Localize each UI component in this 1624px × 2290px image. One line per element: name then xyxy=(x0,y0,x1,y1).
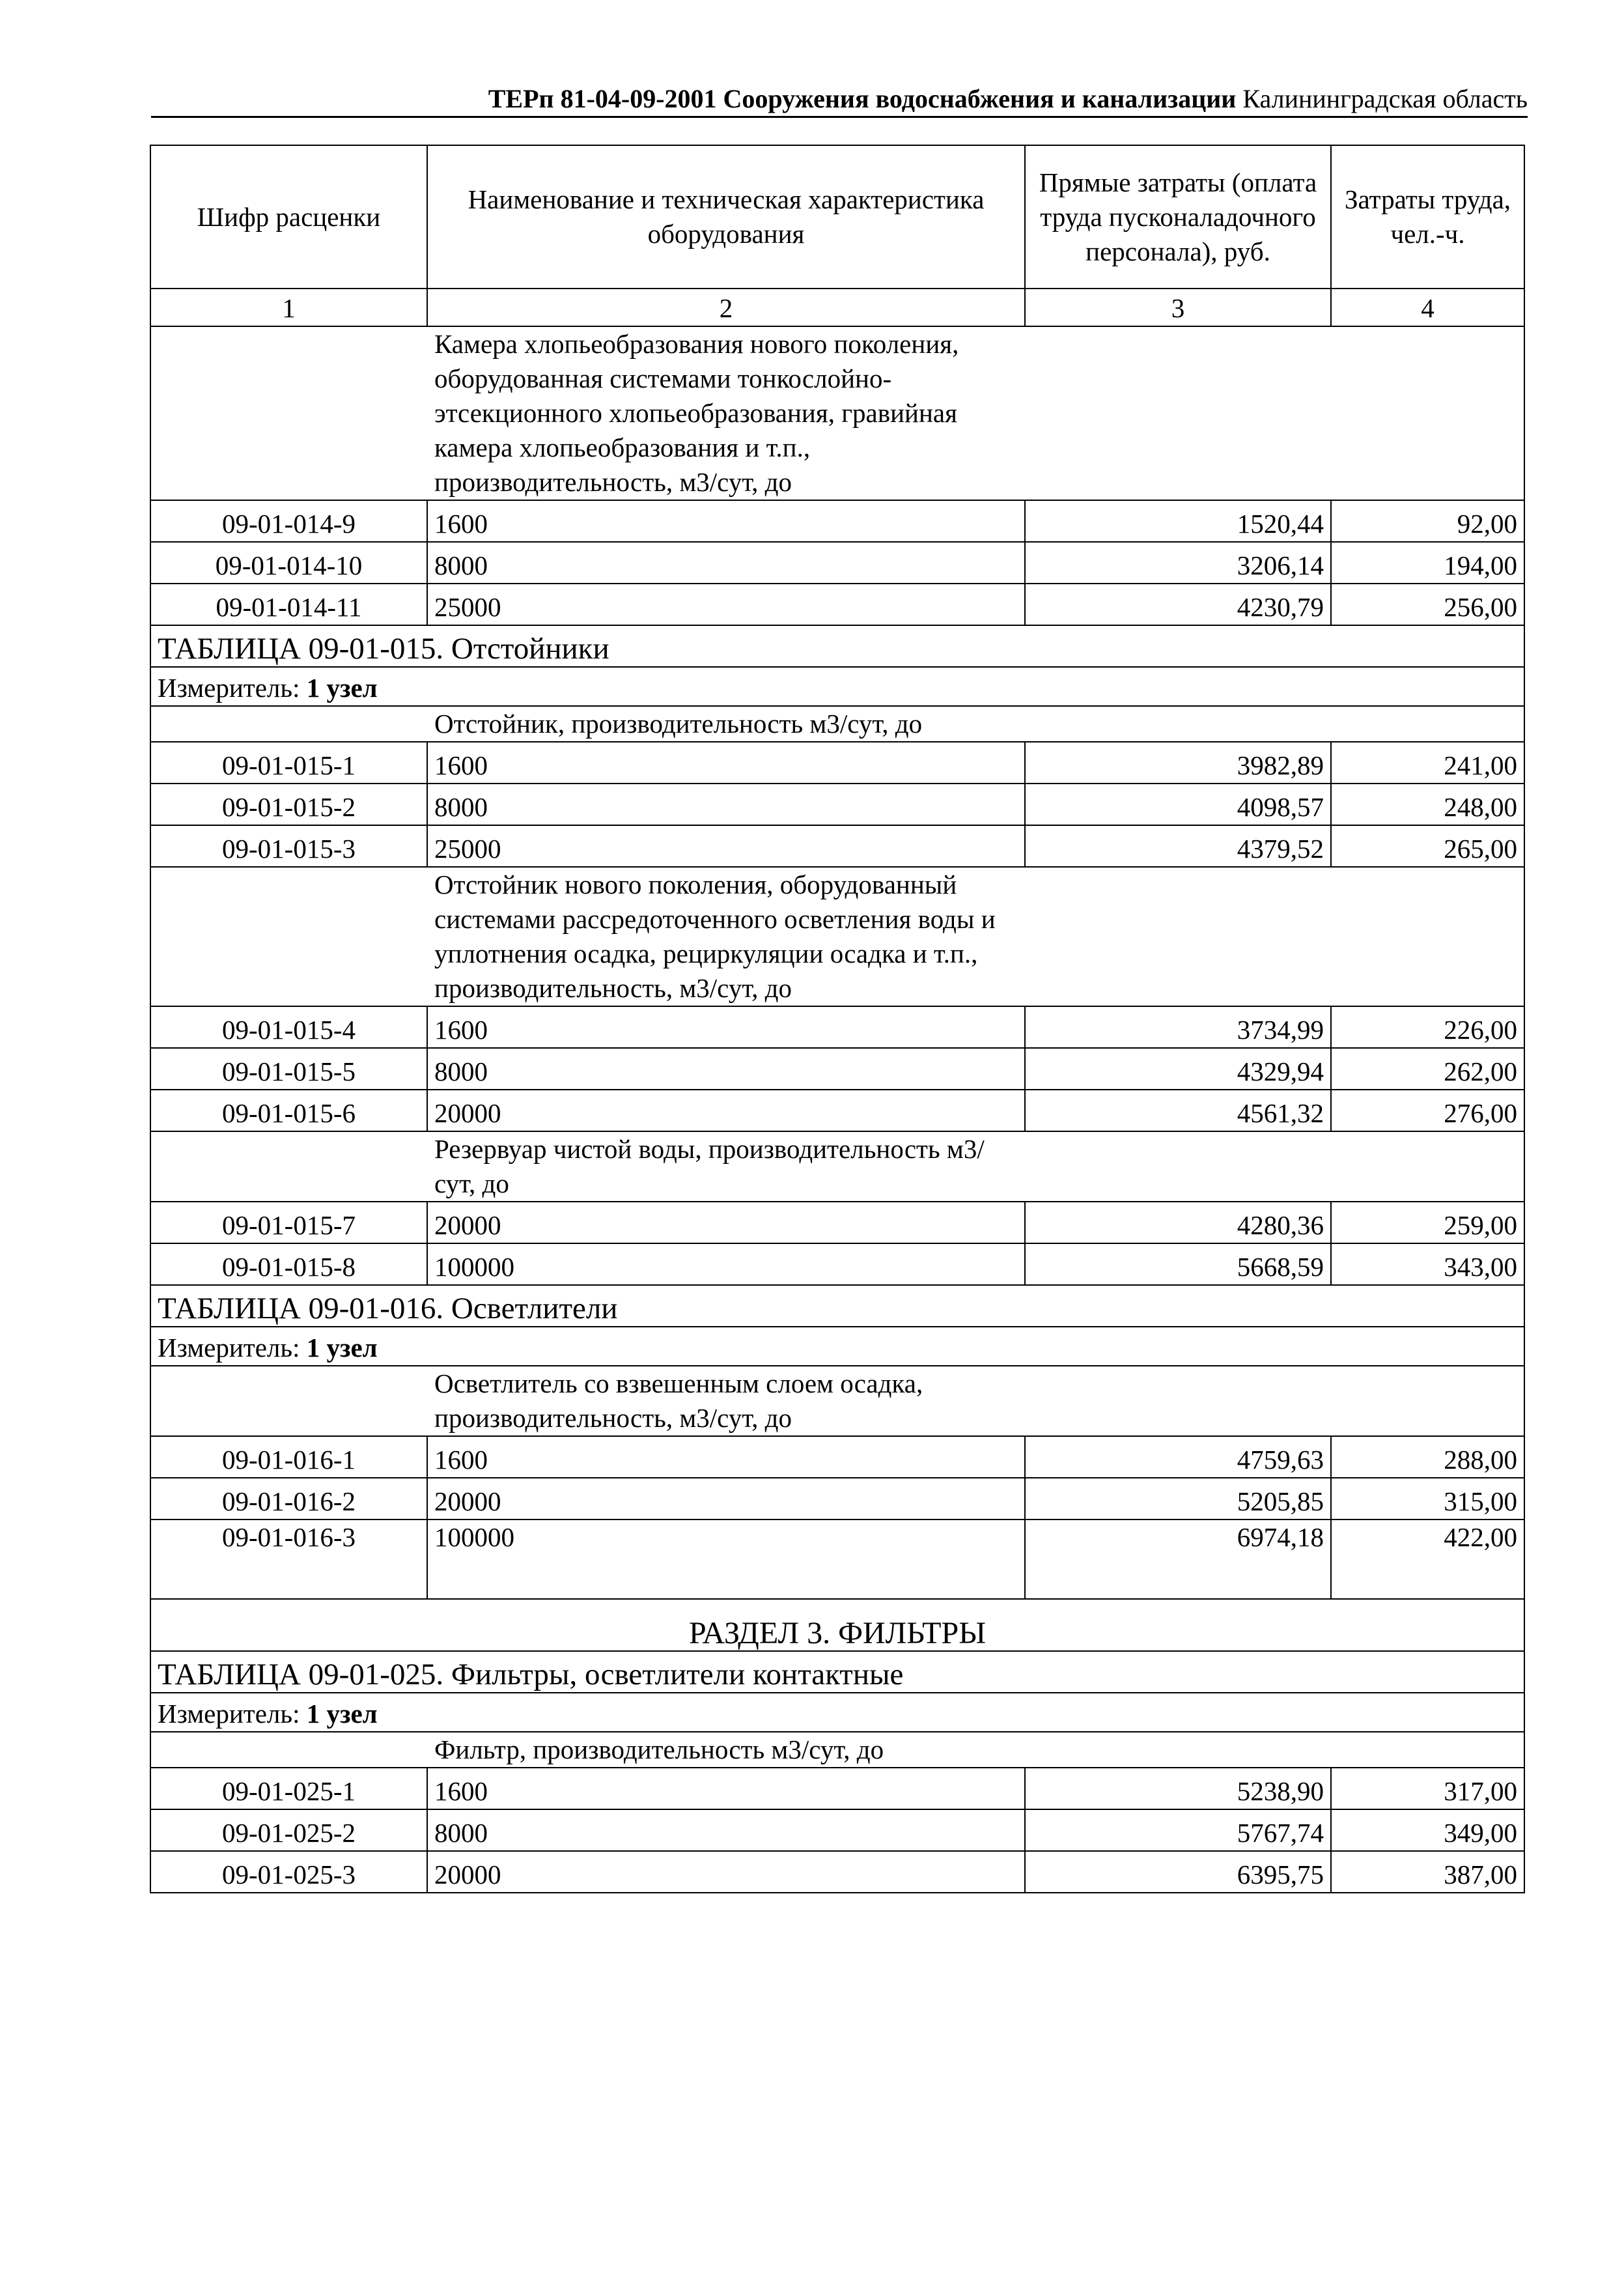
table-row xyxy=(150,1478,1524,1520)
group-description: Резервуар чистой воды, производительность м3/сут, до xyxy=(434,1134,985,1198)
direct-cost: 5238,90 xyxy=(1025,1768,1331,1809)
measure-label: Измеритель: xyxy=(158,673,307,703)
rate-code: 09-01-015-4 xyxy=(150,1006,427,1048)
group-description: Осветлитель со взвешенным слоем осадка, производительность, м3/сут, до xyxy=(434,1368,923,1433)
labor-cost: 92,00 xyxy=(1331,500,1524,542)
labor-cost: 422,00 xyxy=(1331,1520,1524,1599)
table-row xyxy=(150,1809,1524,1851)
table-row xyxy=(150,742,1524,784)
table-row xyxy=(150,1243,1524,1285)
rate-code: 09-01-015-1 xyxy=(150,742,427,784)
table-title-row xyxy=(150,625,1524,667)
direct-cost: 4329,94 xyxy=(1025,1048,1331,1090)
direct-cost: 3206,14 xyxy=(1025,542,1331,584)
table-row xyxy=(150,825,1524,867)
col-header-code: Шифр расценки xyxy=(150,145,427,289)
capacity: 1600 xyxy=(427,1006,1025,1048)
group-description-row xyxy=(150,706,1524,742)
table-row xyxy=(150,542,1524,584)
col-header-name: Наименование и техническая характеристика оборудования xyxy=(427,145,1025,289)
table-row xyxy=(150,584,1524,625)
rate-code: 09-01-014-9 xyxy=(150,500,427,542)
rate-code: 09-01-016-3 xyxy=(150,1520,427,1599)
capacity: 20000 xyxy=(427,1478,1025,1520)
direct-cost: 4561,32 xyxy=(1025,1090,1331,1131)
labor-cost: 387,00 xyxy=(1331,1851,1524,1893)
direct-cost: 1520,44 xyxy=(1025,500,1331,542)
rate-code: 09-01-025-1 xyxy=(150,1768,427,1809)
rate-code: 09-01-015-5 xyxy=(150,1048,427,1090)
document-code: ТЕРп 81-04-09-2001 Сооружения водоснабжения и канализации xyxy=(488,84,1237,113)
capacity: 1600 xyxy=(427,500,1025,542)
labor-cost: 194,00 xyxy=(1331,542,1524,584)
capacity: 20000 xyxy=(427,1851,1025,1893)
rate-code: 09-01-015-6 xyxy=(150,1090,427,1131)
column-number-row xyxy=(150,289,1524,326)
labor-cost: 317,00 xyxy=(1331,1768,1524,1809)
rate-code: 09-01-015-3 xyxy=(150,825,427,867)
direct-cost: 4230,79 xyxy=(1025,584,1331,625)
capacity: 8000 xyxy=(427,784,1025,825)
labor-cost: 343,00 xyxy=(1331,1243,1524,1285)
measure-value: 1 узел xyxy=(306,1333,378,1363)
section-title-row xyxy=(150,1599,1524,1651)
capacity: 100000 xyxy=(427,1520,1025,1599)
measure-row xyxy=(150,1327,1524,1366)
measure-label: Измеритель: xyxy=(158,1699,307,1729)
capacity: 25000 xyxy=(427,825,1025,867)
table-row xyxy=(150,784,1524,825)
direct-cost: 3982,89 xyxy=(1025,742,1331,784)
capacity: 1600 xyxy=(427,1436,1025,1478)
direct-cost: 6974,18 xyxy=(1025,1520,1331,1599)
measure-value: 1 узел xyxy=(306,673,378,703)
group-description: Отстойник нового поколения, оборудованный системами рассредоточенного осветления воды и уплотнения осадка, рециркуляции осадка и т.п., производительность, м3/сут, до xyxy=(434,869,996,1003)
group-description: Камера хлопьеобразования нового поколения, оборудованная системами тонкослойно-этсекционного хлопьеобразования, гравийная камера хлопьеобразования и т.п., производительность, м3/сут, до xyxy=(434,329,959,497)
labor-cost: 265,00 xyxy=(1331,825,1524,867)
table-row xyxy=(150,1851,1524,1893)
capacity: 1600 xyxy=(427,1768,1025,1809)
labor-cost: 248,00 xyxy=(1331,784,1524,825)
measure-value: 1 узел xyxy=(306,1699,378,1729)
table-title: ТАБЛИЦА 09-01-016. Осветлители xyxy=(150,1285,1524,1327)
table-title-row xyxy=(150,1285,1524,1327)
capacity: 1600 xyxy=(427,742,1025,784)
table-row xyxy=(150,500,1524,542)
direct-cost: 5205,85 xyxy=(1025,1478,1331,1520)
rate-code: 09-01-014-11 xyxy=(150,584,427,625)
direct-cost: 4379,52 xyxy=(1025,825,1331,867)
header-rule xyxy=(151,116,1528,118)
direct-cost: 4098,57 xyxy=(1025,784,1331,825)
col-number-4: 4 xyxy=(1331,289,1524,326)
rate-code: 09-01-015-7 xyxy=(150,1202,427,1243)
table-title: ТАБЛИЦА 09-01-015. Отстойники xyxy=(150,625,1524,667)
group-description: Отстойник, производительность м3/сут, до xyxy=(434,709,923,739)
col-header-cost: Прямые затраты (оплата труда пусконаладочного персонала), руб. xyxy=(1025,145,1331,289)
measure-row xyxy=(150,667,1524,706)
capacity: 8000 xyxy=(427,1809,1025,1851)
labor-cost: 262,00 xyxy=(1331,1048,1524,1090)
table-row xyxy=(150,1202,1524,1243)
direct-cost: 5668,59 xyxy=(1025,1243,1331,1285)
labor-cost: 226,00 xyxy=(1331,1006,1524,1048)
page-header xyxy=(151,83,1528,115)
section-title: РАЗДЕЛ 3. ФИЛЬТРЫ xyxy=(150,1599,1524,1651)
rate-code: 09-01-025-3 xyxy=(150,1851,427,1893)
direct-cost: 5767,74 xyxy=(1025,1809,1331,1851)
rate-code: 09-01-015-8 xyxy=(150,1243,427,1285)
capacity: 25000 xyxy=(427,584,1025,625)
col-number-1: 1 xyxy=(150,289,427,326)
region-name: Калининградская область xyxy=(1236,84,1528,113)
direct-cost: 3734,99 xyxy=(1025,1006,1331,1048)
group-description-row xyxy=(150,326,1524,500)
capacity: 20000 xyxy=(427,1090,1025,1131)
table-row xyxy=(150,1436,1524,1478)
price-table xyxy=(150,145,1525,1893)
col-number-2: 2 xyxy=(427,289,1025,326)
table-row xyxy=(150,1048,1524,1090)
group-description-row xyxy=(150,867,1524,1006)
labor-cost: 315,00 xyxy=(1331,1478,1524,1520)
rate-code: 09-01-015-2 xyxy=(150,784,427,825)
col-number-3: 3 xyxy=(1025,289,1331,326)
rate-code: 09-01-014-10 xyxy=(150,542,427,584)
labor-cost: 276,00 xyxy=(1331,1090,1524,1131)
group-description-row xyxy=(150,1366,1524,1436)
labor-cost: 259,00 xyxy=(1331,1202,1524,1243)
group-description-row xyxy=(150,1732,1524,1768)
measure-row xyxy=(150,1693,1524,1732)
measure-label: Измеритель: xyxy=(158,1333,307,1363)
table-row xyxy=(150,1520,1524,1599)
table-row xyxy=(150,1006,1524,1048)
col-header-labor: Затраты труда, чел.-ч. xyxy=(1331,145,1524,289)
table-row xyxy=(150,1090,1524,1131)
labor-cost: 288,00 xyxy=(1331,1436,1524,1478)
labor-cost: 256,00 xyxy=(1331,584,1524,625)
capacity: 100000 xyxy=(427,1243,1025,1285)
capacity: 20000 xyxy=(427,1202,1025,1243)
rate-code: 09-01-016-2 xyxy=(150,1478,427,1520)
labor-cost: 349,00 xyxy=(1331,1809,1524,1851)
group-description: Фильтр, производительность м3/сут, до xyxy=(434,1734,884,1764)
capacity: 8000 xyxy=(427,542,1025,584)
table-title-row xyxy=(150,1651,1524,1693)
rate-code: 09-01-016-1 xyxy=(150,1436,427,1478)
direct-cost: 4280,36 xyxy=(1025,1202,1331,1243)
direct-cost: 6395,75 xyxy=(1025,1851,1331,1893)
group-description-row xyxy=(150,1131,1524,1202)
table-row xyxy=(150,1768,1524,1809)
rate-code: 09-01-025-2 xyxy=(150,1809,427,1851)
header-row xyxy=(150,145,1524,289)
table-title: ТАБЛИЦА 09-01-025. Фильтры, осветлители контактные xyxy=(150,1651,1524,1693)
capacity: 8000 xyxy=(427,1048,1025,1090)
direct-cost: 4759,63 xyxy=(1025,1436,1331,1478)
labor-cost: 241,00 xyxy=(1331,742,1524,784)
